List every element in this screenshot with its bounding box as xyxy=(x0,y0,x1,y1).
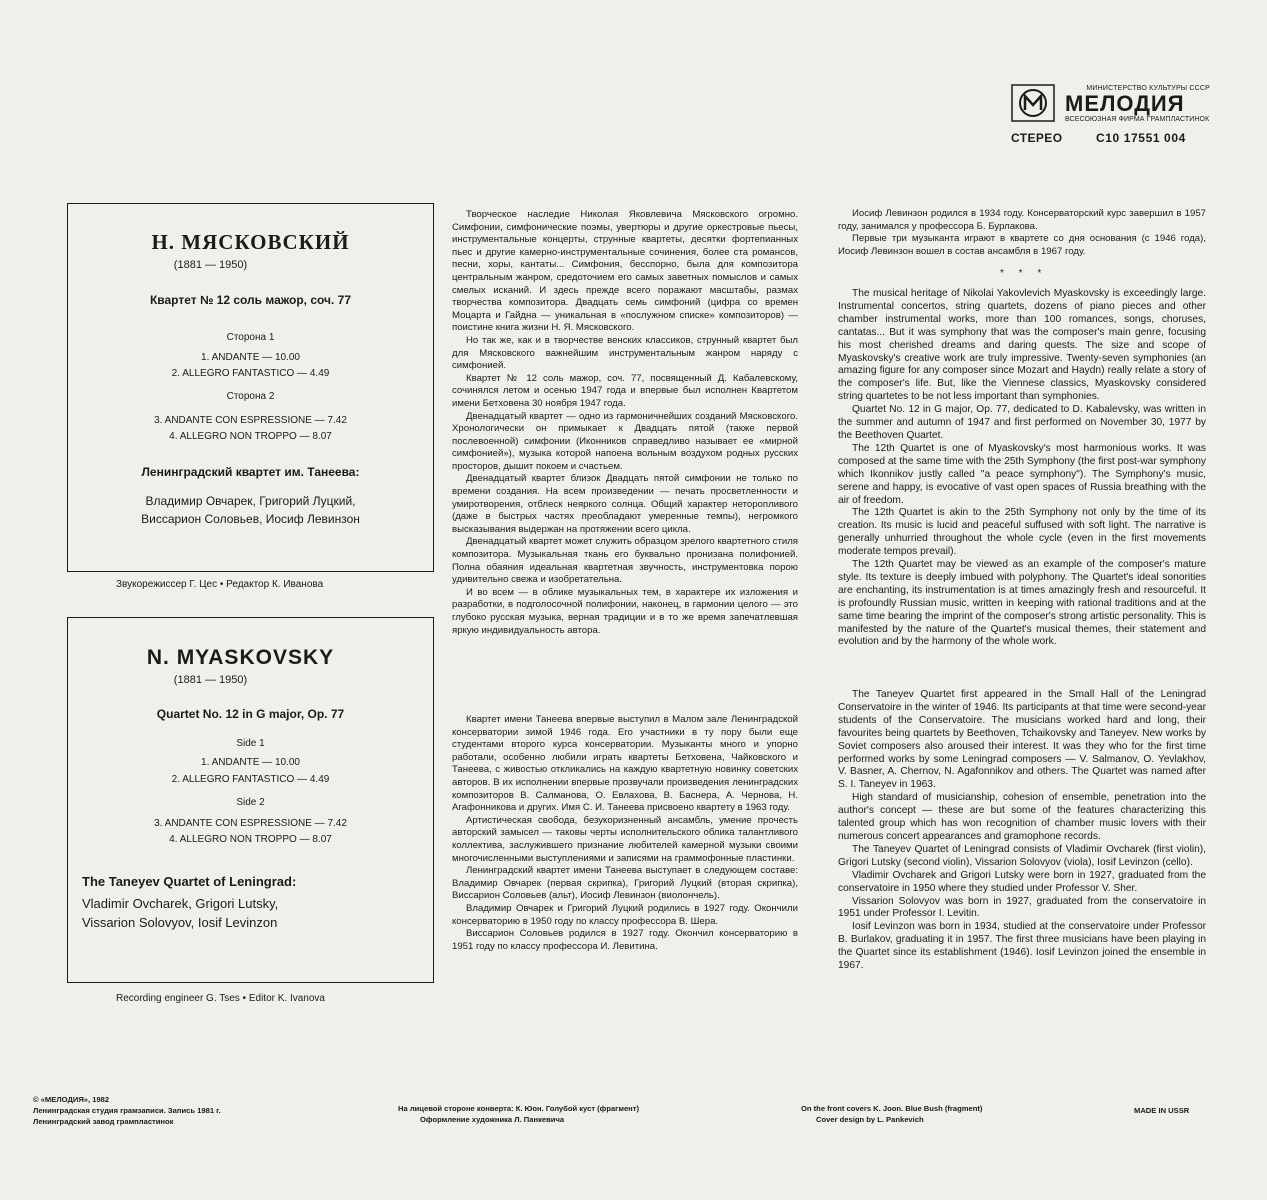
russian-track-box xyxy=(67,203,434,572)
paragraph: Двенадцатый квартет близок Двадцать пятой симфонии не только по времени создания. На всем произведении — печать просветленности и умиротворения, отблеск неяркого солнца. Общий характер неторопливого (даже в быстрых частях преобладают умеренные темпы), негромкого высказывания выдержан на протяжении всего цикла. xyxy=(452,473,798,535)
track-2-ru: 2. ALLEGRO FANTASTICO — 4.49 xyxy=(171,368,330,379)
paragraph: Квартет имени Танеева впервые выступил в Малом зале Ленинградской консерватории зимой 1946 года. Его участники в ту пору были еще студентами второго курса консерватории. Музыканты много и упорно работали, особенно любили играть квартеты Бетховена, Чайковского и Танеева, с живостью откликались на каждую квартетную новинку советских авторов. В их исполнении впервые прозвучали произведения ленинградских композиторов В. Салманова, О. Евлахова, В. Баснера, А. Чернова, Н. Агафонникова и других. Имя С. И. Танеева присвоено квартету в 1963 году. xyxy=(452,714,798,814)
ensemble-ru: Ленинградский квартет им. Танеева: xyxy=(141,465,360,479)
paragraph: И во всем — в облике музыкальных тем, в характере их изложения и разработки, в подголосочной полифонии, наконец, в гармонии целого — это глубоко русская музыка, верная традиции и в то же время запечатлевшая яркую индивидуальность автора. xyxy=(452,586,798,636)
track-3-ru: 3. ANDANTE CON ESPRESSIONE — 7.42 xyxy=(154,415,347,426)
members-line1-ru: Владимир Овчарек, Григорий Луцкий, xyxy=(145,494,356,508)
track-1-ru: 1. ANDANTE — 10.00 xyxy=(201,352,300,363)
paragraph: The Taneyev Quartet first appeared in the Small Hall of the Leningrad Conservatoire in the winter of 1946. Its participants at that time were second-year students of the Conservatoire. The musicians worked hard and long, their favourites being quartets by Beethoven, Tchaikovsky and Taneyev. New works by Soviet composers also aroused their interest. It was they who for the first time performed works by some Leningrad composers — V. Salmanov, O. Yevlakhov, V. Basner, A. Chernov, N. Agafonnikov and others. The Quartet was named after S. I. Taneyev in 1963. xyxy=(838,689,1206,791)
track-4-en: 4. ALLEGRO NON TROPPO — 8.07 xyxy=(169,834,332,845)
right-column-en xyxy=(838,288,1206,649)
paragraph: Но так же, как и в творчестве венских классиков, струнный квартет был для Мясковского важнейшим инструментальным жанром наряду с симфонией. xyxy=(452,334,798,372)
side1-label-en: Side 1 xyxy=(236,738,265,749)
members-line2-ru: Виссарион Соловьев, Иосиф Левинзон xyxy=(141,512,360,526)
stereo-label: СТЕРЕО xyxy=(1011,131,1063,145)
composer-name-ru: Н. МЯСКОВСКИЙ xyxy=(151,230,350,254)
paragraph: Творческое наследие Николая Яковлевича Мясковского огромно. Симфонии, симфонические поэмы, увертюры и другие оркестровые пьесы, инструментальные концерты, струнные квартеты, десятки фортепианных пьес и другие камерно-инструментальные сочинения, более ста романсов, песни, хоры, кантаты... Симфония, бесспорно, была для композитора центральным жанром, средоточием его самых заветных помыслов и самых смелых исканий. И здесь прежде всего поражают масштабы, размах творчества композитора. Двадцать семь симфоний (цифра со времен Моцарта и Гайдна — уникальная в «послужном списке» композиторов) — поистине книга жизни Н. Я. Мясковского. xyxy=(452,209,798,334)
ensemble-en: The Taneyev Quartet of Leningrad: xyxy=(82,874,297,889)
front-cover-en: On the front covers K. Joon. Blue Bush (fragment) xyxy=(801,1104,983,1113)
footer-left xyxy=(33,1094,221,1127)
credits-en: Recording engineer G. Tses • Editor K. Ivanova xyxy=(116,993,325,1004)
paragraph: Первые три музыканта играют в квартете со дня основания (с 1946 года), Иосиф Левинзон вошел в состав ансамбля в 1967 году. xyxy=(838,233,1206,257)
credits-ru: Звукорежиссер Г. Цес • Редактор К. Иванова xyxy=(116,579,324,590)
right-column-en-2 xyxy=(838,689,1206,973)
designer-ru: Оформление художника Л. Панкевича xyxy=(420,1115,565,1124)
side2-label-en: Side 2 xyxy=(236,797,265,808)
logo-subtitle: ВСЕСОЮЗНАЯ ФИРМА ГРАМПЛАСТИНОК xyxy=(1065,116,1210,123)
paragraph: Quartet No. 12 in G major, Op. 77, dedicated to D. Kabalevsky, was written in the summer and autumn of 1947 and first performed on November 30, 1977 by the Beethoven Quartet. xyxy=(838,404,1206,441)
melodiya-logo-icon xyxy=(1011,84,1055,122)
paragraph: Vladimir Ovcharek and Grigori Lutsky were born in 1927, graduated from the conservatoire in 1950 where they studied under Professor V. Sher. xyxy=(838,869,1206,894)
made-in-ussr: MADE IN USSR xyxy=(1134,1106,1190,1115)
side1-label-ru: Сторона 1 xyxy=(226,332,275,343)
english-track-box xyxy=(67,617,434,983)
front-cover-ru: На лицевой стороне конверта: К. Юон. Голубой куст (фрагмент) xyxy=(398,1104,640,1113)
years-en: (1881 — 1950) xyxy=(173,674,248,686)
melodiya-logo xyxy=(1011,84,1210,123)
paragraph: The 12th Quartet may be viewed as an example of the composer's mature style. Its texture is deeply imbued with polyphony. The Quartet's ideal sonorities are enchanting, its instrumentation is at times amazingly fresh and resourceful. It is profoundly Russian music, written in keeping with rational traditions and at the same time bearing the imprint of the composer's strong artistic personality. This is manifested by the nature of the Quartet's musical themes, their statement and evolution and by the harmony of the whole work. xyxy=(838,559,1206,648)
right-column-ru xyxy=(838,208,1206,258)
paragraph: Vissarion Solovyov was born in 1927, graduated from the conservatoire in 1951 under Professor I. Levitin. xyxy=(838,895,1206,920)
paragraph: Двенадцатый квартет может служить образцом зрелого квартетного стиля композитора. Музыкальная ткань его буквально пронизана полифонией. Полна обаяния идеальная квартетная звучность, инструментовка порою удивительно свежа и изобретательна. xyxy=(452,536,798,586)
footer-middle xyxy=(398,1103,639,1125)
track-3-en: 3. ANDANTE CON ESPRESSIONE — 7.42 xyxy=(154,818,347,829)
logo-ministry: МИНИСТЕРСТВО КУЛЬТУРЫ СССР xyxy=(1086,85,1210,92)
paragraph: The musical heritage of Nikolai Yakovlevich Myaskovsky is exceedingly large. Instrumental concertos, string quartets, dozens of piano pieces and other chamber instrumental works, more than 100 romances, songs, choruses, cantatas... But it was symphony that was the composer's main genre, focusing his most cherished dreams and daring quests. The size and scope of Myaskovsky's creative work are truly impressive. Twenty-seven symphonies (an amazing figure for any composer since Mozart and Haydn) really relate a story of the composer's life. But, like the Viennese classics, Myaskovsky considered string quartetes to be not less important than symphonies. xyxy=(838,288,1206,403)
paragraph: The 12th Quartet is akin to the 25th Symphony not only by the time of its creation. Its music is lucid and peaceful suffused with soft light. The narrative is generally unhurried throughout the whole cycle (even in the first movements moderate tempos prevail). xyxy=(838,507,1206,558)
designer-en: Cover design by L. Pankevich xyxy=(816,1115,924,1124)
paragraph: Ленинградский квартет имени Танеева выступает в следующем составе: Владимир Овчарек (первая скрипка), Григорий Луцкий (вторая скрипка), Виссарион Соловьев (альт), Иосиф Левинзон (виолончель). xyxy=(452,865,798,902)
middle-column-top xyxy=(452,209,798,637)
paragraph: Iosif Levinzon was born in 1934, studied at the conservatoire under Professor B. Burlakov, graduating it in 1957. The first three musicians have been playing in the Quartet since its establishment (1946). Iosif Levinzon joined the ensemble in 1967. xyxy=(838,921,1206,972)
composer-name-en: N. MYASKOVSKY xyxy=(146,646,335,669)
track-2-en: 2. ALLEGRO FANTASTICO — 4.49 xyxy=(171,774,330,785)
footer-right xyxy=(801,1103,982,1125)
paragraph: Квартет № 12 соль мажор, соч. 77, посвященный Д. Кабалевскому, сочинялся летом и осенью 1947 года и впервые был исполнен Квартетом имени Бетховена 30 ноября 1947 года. xyxy=(452,372,798,409)
members-line2-en: Vissarion Solovyov, Iosif Levinzon xyxy=(82,915,278,930)
work-title-en: Quartet No. 12 in G major, Op. 77 xyxy=(156,707,345,721)
catalog-number: С10 17551 004 xyxy=(1096,131,1186,145)
copyright: © «МЕЛОДИЯ», 1982 xyxy=(33,1095,110,1104)
paragraph: High standard of musicianship, cohesion of ensemble, penetration into the author's concept — these are but some of the features characterizing this talented group which has won recognition of chamber music lovers with their numerous concert appearances and gramophone records. xyxy=(838,792,1206,842)
side2-label-ru: Сторона 2 xyxy=(226,391,275,402)
years-ru: (1881 — 1950) xyxy=(173,259,248,271)
plant-info: Ленинградский завод грампластинок xyxy=(33,1117,174,1126)
paragraph: The 12th Quartet is one of Myaskovsky's most harmonious works. It was composed at the same time with the 25th Symphony (the first post-war symphony which Ikonnikov justly called "a peace symphony"). The Symphony's music, serene and happy, is evocative of vast open spaces of Russia breathing with the air of freedom. xyxy=(838,442,1206,506)
track-1-en: 1. ANDANTE — 10.00 xyxy=(201,757,300,768)
paragraph: Двенадцатый квартет — одно из гармоничнейших созданий Мясковского. Хронологически он примыкает к Двадцать пятой (также первой послевоенной) симфонии (Иконников справедливо называет ее «мирной симфонией»), музыка которой напоена вольным воздухом родных русских просторов, дышит покоем и счастьем. xyxy=(452,410,798,472)
track-4-ru: 4. ALLEGRO NON TROPPO — 8.07 xyxy=(169,431,332,442)
paragraph: Владимир Овчарек и Григорий Луцкий родились в 1927 году. Окончили консерваторию в 1950 году по классу профессора В. Шера. xyxy=(452,902,798,927)
paragraph: Артистическая свобода, безукоризненный ансамбль, умение прочесть авторский замысел — таковы черты исполнительского облика талантливого коллектива, заслужившего признание любителей камерной музыки своими многочисленными выступлениями и записями на граммофонные пластинки. xyxy=(452,814,798,864)
section-separator: * * * xyxy=(1000,268,1048,279)
middle-column-bottom xyxy=(452,714,798,953)
studio-info: Ленинградская студия грамзаписи. Запись 1981 г. xyxy=(33,1106,221,1115)
paragraph: Виссарион Соловьев родился в 1927 году. Окончил консерваторию в 1951 году по классу профессора И. Левитина. xyxy=(452,928,798,952)
work-title-ru: Квартет № 12 соль мажор, соч. 77 xyxy=(149,293,352,307)
paragraph: Иосиф Левинзон родился в 1934 году. Консерваторский курс завершил в 1957 году, занимался у профессора Б. Бурлакова. xyxy=(838,208,1206,232)
logo-brand: МЕЛОДИЯ xyxy=(1065,91,1185,116)
members-line1-en: Vladimir Ovcharek, Grigori Lutsky, xyxy=(82,896,279,911)
paragraph: The Taneyev Quartet of Leningrad consists of Vladimir Ovcharek (first violin), Grigori Lutsky (second violin), Vissarion Solovyov (viola), Iosif Levinzon (cello). xyxy=(838,843,1206,868)
